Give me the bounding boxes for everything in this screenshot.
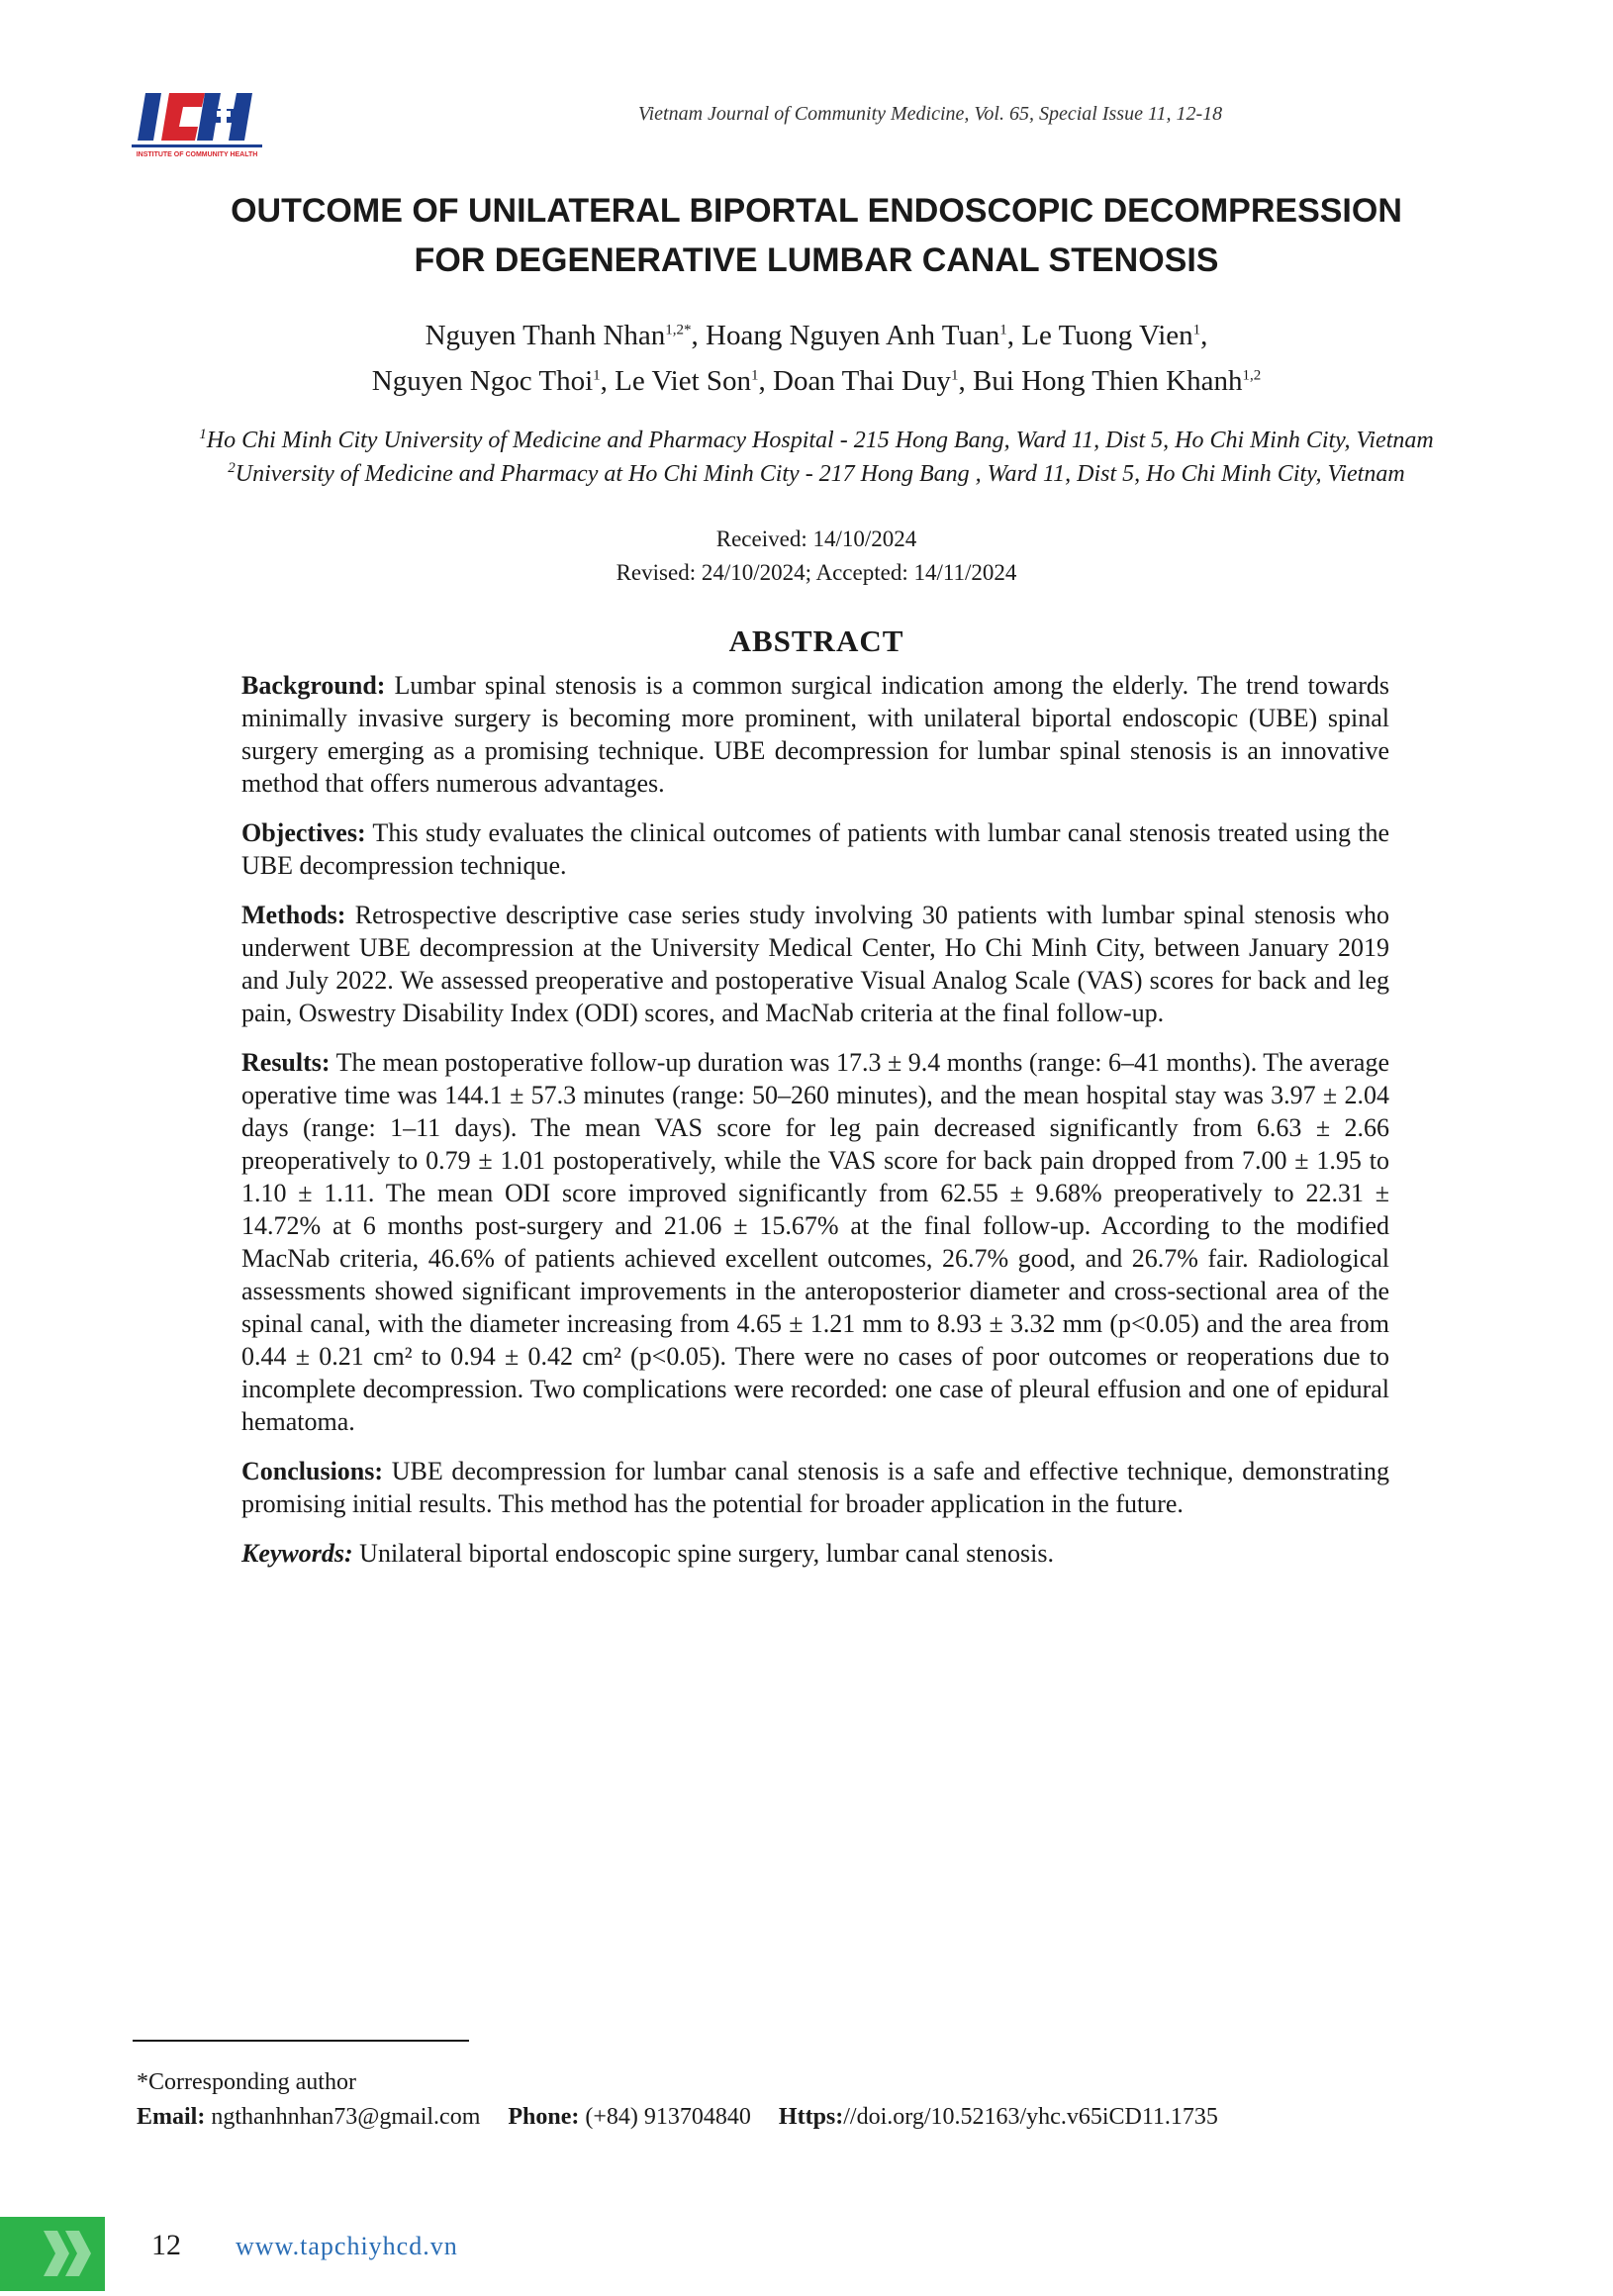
author-affil-sup: 1 <box>999 322 1007 338</box>
footnote-divider <box>133 2040 469 2042</box>
author-affil-sup: 1 <box>751 367 759 384</box>
author-name: Nguyen Thanh Nhan <box>425 320 666 351</box>
author-affil-sup: 1 <box>950 367 959 384</box>
article-dates <box>99 523 1534 590</box>
author-list <box>99 313 1534 404</box>
author-name: Hoang Nguyen Anh Tuan <box>706 320 1000 351</box>
email-link[interactable]: ngthanhnhan73@gmail.com <box>205 2104 481 2130</box>
doi-link[interactable]: //doi.org/10.52163/yhc.v65iCD11.1735 <box>843 2104 1218 2130</box>
contact-line: Email: ngthanhnhan73@gmail.com Phone: (+84) 913704840 Https://doi.org/10.52163/yhc.v65iCD11.1735 <box>137 2104 1218 2130</box>
phone-number: (+84) 913704840 <box>579 2104 751 2130</box>
abstract-background: Background: Lumbar spinal stenosis is a common surgical indication among the elderly. The trend towards minimally invasive surgery is becoming more prominent, with unilateral biportal endoscopic (UBE) spinal surgery emerging as a promising technique. UBE decompression for lumbar spinal stenosis is an innovative method that offers numerous advantages. <box>241 671 1389 798</box>
received-date: Received: 14/10/2024 <box>715 526 917 551</box>
revised-accepted-date: Revised: 24/10/2024; Accepted: 14/11/2024 <box>616 560 1017 585</box>
journal-citation: Vietnam Journal of Community Medicine, Vol. 65, Special Issue 11, 12-18 <box>637 103 1223 125</box>
author-name: Le Tuong Vien <box>1021 320 1193 351</box>
affiliation-1: $^1$Ho Chi Minh City University of Medicine and Pharmacy Hospital - 215 Hong Bang, Ward 11, Dist 5, Ho Chi Minh City, Vietnam <box>199 427 1434 453</box>
abstract-methods: Methods: Retrospective descriptive case series study involving 30 patients with lumbar spinal stenosis who underwent UBE decompression at the University Medical Center, Ho Chi Minh City, between January 2019 and July 2022. We assessed preoperative and postoperative Visual Analog Scale (VAS) scores for back and leg pain, Oswestry Disability Index (ODI) scores, and MacNab criteria at the final follow-up. <box>241 901 1389 1027</box>
affiliation-2: $^2$University of Medicine and Pharmacy at Ho Chi Minh City - 217 Hong Bang , Ward 11, Dist 5, Ho Chi Minh City, Vietnam <box>228 460 1405 487</box>
abstract-keywords: Keywords: Unilateral biportal endoscopic spine surgery, lumbar canal stenosis. <box>241 1539 1054 1568</box>
page-tab <box>0 2217 105 2291</box>
title-line-2: FOR DEGENERATIVE LUMBAR CANAL STENOSIS <box>414 241 1219 279</box>
abstract-results: Results: The mean postoperative follow-up duration was 17.3 ± 9.4 months (range: 6–41 months). The average operative time was 144.1 ± 57.3 minutes (range: 50–260 minutes), and the mean hospital stay was 3.97 ± 2.04 days (range: 1–11 days). The mean VAS score for leg pain decreased significantly from 6.63 ± 2.66 preoperatively to 0.79 ± 1.01 postoperatively, while the VAS score for back pain dropped from 7.00 ± 1.95 to 1.10 ± 1.11. The mean ODI score improved significantly from 62.55 ± 9.68% preoperatively to 22.31 ± 14.72% at 6 months post-surgery and 21.06 ± 15.67% at the final follow-up. According to the modified MacNab criteria, 46.6% of patients achieved excellent outcomes, 26.7% good, and 26.7% fair. Radiological assessments showed significant improvements in the anteroposterior diameter and cross-sectional area of the spinal canal, with the diameter increasing from 4.65 ± 1.21 mm to 8.93 ± 3.32 mm (p<0.05) and the area from 0.44 ± 0.21 cm² to 0.94 ± 0.42 cm² (p<0.05). There were no cases of poor outcomes or reoperations due to incomplete decompression. Two complications were recorded: one case of pleural effusion and one of epidural hematoma. <box>241 1048 1389 1436</box>
author-name: Nguyen Ngoc Thoi <box>371 365 594 397</box>
page-number: 12 <box>151 2229 181 2261</box>
footnote <box>137 2065 1423 2135</box>
logo-text: INSTITUTE OF COMMUNITY HEALTH <box>136 151 258 158</box>
author-name: Doan Thai Duy <box>773 365 951 397</box>
journal-website-link[interactable]: www.tapchiyhcd.vn <box>236 2232 458 2260</box>
abstract-objectives: Objectives: This study evaluates the clinical outcomes of patients with lumbar canal stenosis treated using the UBE decompression technique. <box>241 818 1389 880</box>
abstract-body <box>241 669 1389 1586</box>
author-affil-sup: 1 <box>593 367 601 384</box>
author-line-1: Nguyen Thanh Nhan$^{1,2*}$, Hoang Nguyen Anh Tuan$^1$, Le Tuong Vien$^1$, <box>425 320 1208 351</box>
author-line-2: Nguyen Ngoc Thoi$^1$, Le Viet Son$^1$, Doan Thai Duy$^1$, Bui Hong Thien Khanh$^{1,2}$ <box>371 365 1262 397</box>
author-affil-sup: 1 <box>1192 322 1201 338</box>
author-affil-sup: 1,2 <box>1242 367 1262 384</box>
title-line-1: OUTCOME OF UNILATERAL BIPORTAL ENDOSCOPIC DECOMPRESSION <box>231 192 1402 230</box>
author-name: Le Viet Son <box>615 365 752 397</box>
journal-logo <box>132 87 262 160</box>
author-name: Bui Hong Thien Khanh <box>972 365 1243 397</box>
affiliations <box>99 424 1534 491</box>
abstract-heading: ABSTRACT <box>728 623 904 658</box>
corresponding-author-note: *Corresponding author <box>137 2069 356 2095</box>
paper-title <box>99 186 1534 285</box>
author-affil-sup: 1,2* <box>665 322 692 338</box>
double-chevron-icon <box>0 2217 105 2291</box>
abstract-conclusions: Conclusions: UBE decompression for lumbar canal stenosis is a safe and effective technique, demonstrating promising initial results. This method has the potential for broader application in the future. <box>241 1457 1389 1518</box>
